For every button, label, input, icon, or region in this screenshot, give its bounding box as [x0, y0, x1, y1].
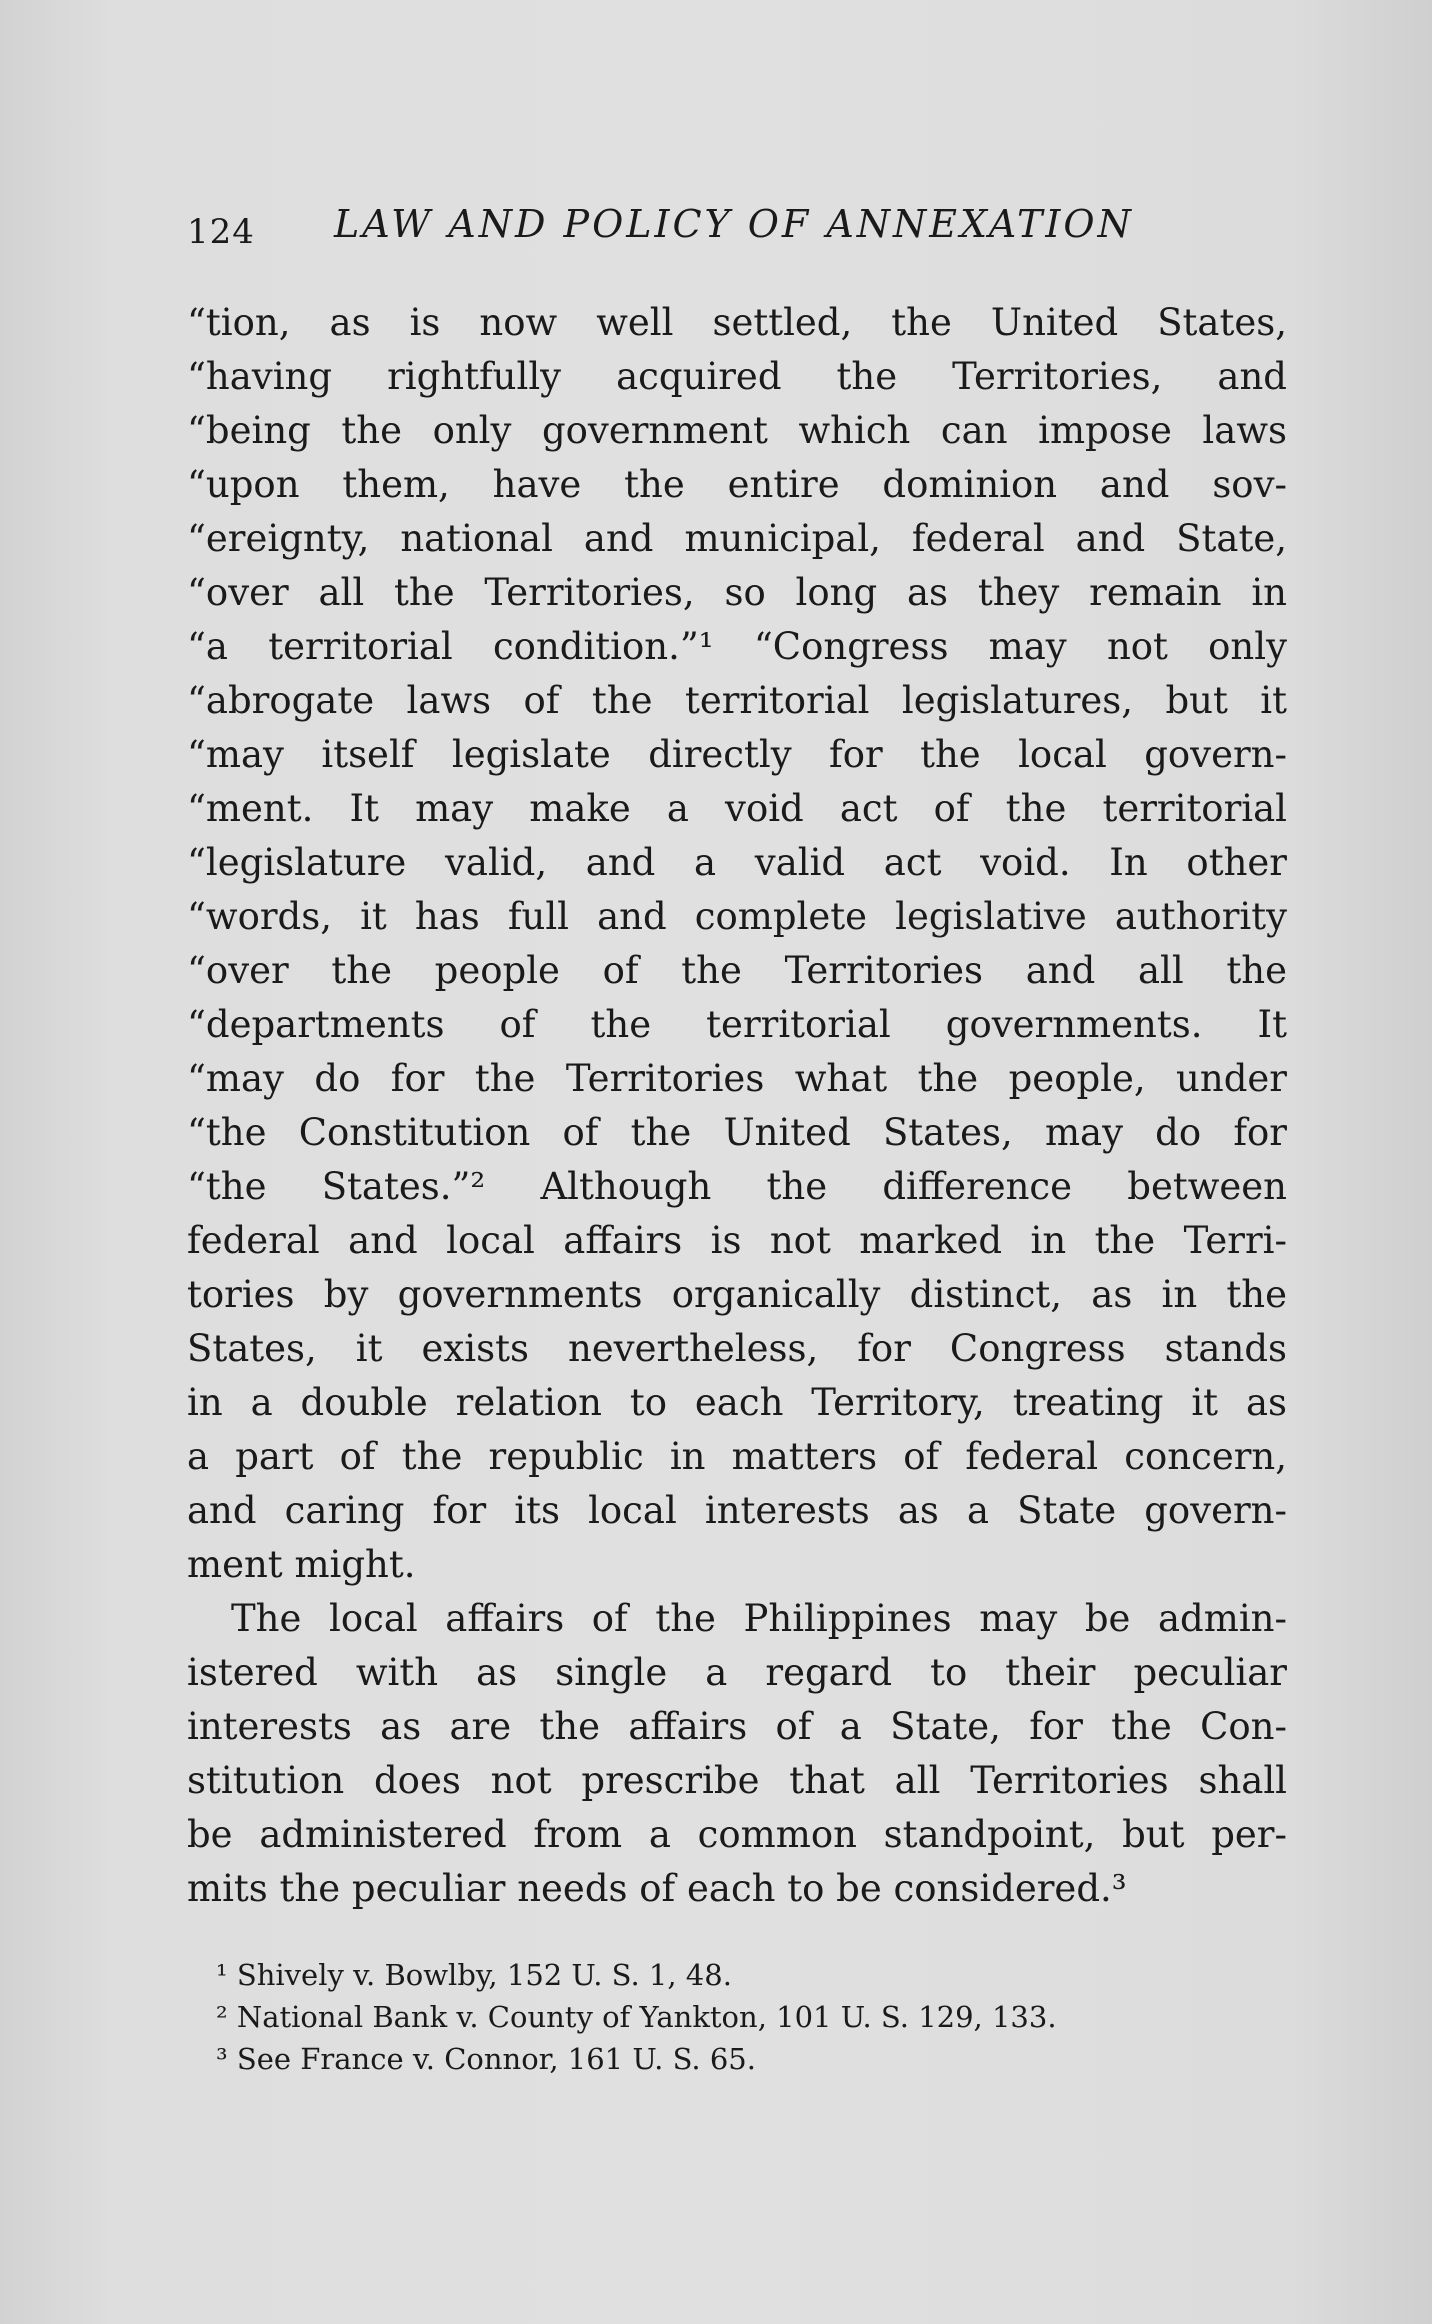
text-line: tories by governments organically distinct, as in the [187, 1273, 1287, 1316]
footnote: ² National Bank v. County of Yankton, 101 U. S. 129, 133. [216, 2000, 1057, 2034]
text-line: “a territorial condition.”¹ “Congress may not only [187, 625, 1287, 668]
text-line: “tion, as is now well settled, the United States, [187, 301, 1287, 344]
text-line: The local affairs of the Philippines may be admin- [231, 1597, 1287, 1640]
text-line: federal and local affairs is not marked in the Terri- [187, 1219, 1287, 1262]
text-line: States, it exists nevertheless, for Congress stands [187, 1327, 1287, 1370]
text-line: stitution does not prescribe that all Territories shall [187, 1759, 1287, 1802]
footnotes [216, 1954, 1287, 2080]
text-line: ment might. [187, 1543, 416, 1586]
text-line: and caring for its local interests as a State govern- [187, 1489, 1287, 1532]
text-line: “may do for the Territories what the people, under [187, 1057, 1287, 1100]
running-header [187, 198, 1287, 258]
text-line: “the Constitution of the United States, may do for [187, 1111, 1287, 1154]
text-line: interests as are the affairs of a State, for the Con- [187, 1705, 1287, 1748]
page-number: 124 [187, 212, 255, 252]
text-line: “the States.”² Although the difference between [187, 1165, 1287, 1208]
footnote: ¹ Shively v. Bowlby, 152 U. S. 1, 48. [216, 1958, 732, 1992]
text-line: “may itself legislate directly for the local govern- [187, 733, 1287, 776]
body-text [187, 296, 1287, 1916]
text-line: “abrogate laws of the territorial legislatures, but it [187, 679, 1287, 722]
text-line: “having rightfully acquired the Territories, and [187, 355, 1287, 398]
text-line: “being the only government which can impose laws [187, 409, 1287, 452]
text-line: “words, it has full and complete legislative authority [187, 895, 1287, 938]
text-line: “over all the Territories, so long as they remain in [187, 571, 1287, 614]
text-line: “ment. It may make a void act of the territorial [187, 787, 1287, 830]
text-line: be administered from a common standpoint, but per- [187, 1813, 1287, 1856]
text-line: “ereignty, national and municipal, federal and State, [187, 517, 1287, 560]
text-line: “legislature valid, and a valid act void. In other [187, 841, 1287, 884]
running-title: LAW AND POLICY OF ANNEXATION [334, 202, 1134, 246]
footnote: ³ See France v. Connor, 161 U. S. 65. [216, 2042, 756, 2076]
text-line: a part of the republic in matters of federal concern, [187, 1435, 1287, 1478]
text-line: “over the people of the Territories and all the [187, 949, 1287, 992]
text-line: in a double relation to each Territory, treating it as [187, 1381, 1287, 1424]
text-line: “departments of the territorial governments. It [187, 1003, 1287, 1046]
text-line: istered with as single a regard to their peculiar [187, 1651, 1287, 1694]
text-line: mits the peculiar needs of each to be considered.³ [187, 1867, 1127, 1910]
text-line: “upon them, have the entire dominion and sov- [187, 463, 1287, 506]
